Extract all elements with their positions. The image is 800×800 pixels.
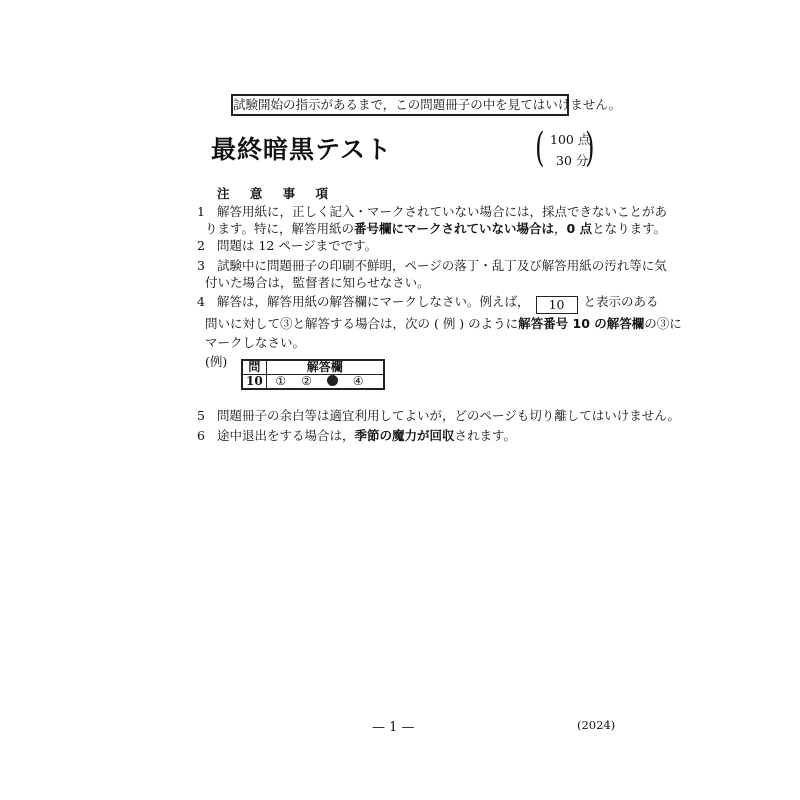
note-2-line1: 問題は 12 ページまでです。 [217, 238, 378, 253]
example-choice-2: ② [301, 374, 312, 388]
note-4-line2-bold: 解答番号 10 の解答欄 [518, 316, 645, 331]
note-6-line1-text-c: されます。 [454, 428, 517, 443]
example-choice-1: ① [275, 374, 287, 388]
note-1-line2-bold-zero: 0 点 [566, 221, 593, 236]
note-6-line1-bold: 季節の魔力が回収 [354, 428, 455, 443]
note-1-line2-bold-a: 番号欄にマークされていない場合は [354, 221, 555, 236]
note-1-line2-text-a: ります。特に，解答用紙の [205, 221, 355, 236]
note-3-number: 3 [197, 258, 205, 273]
page-number: — 1 — [372, 720, 415, 735]
note-1-line1: 解答用紙に，正しく記入・マークされていない場合には，採点できないことがあ [217, 204, 668, 219]
note-4-line2-text-c: の③に [644, 316, 682, 331]
answer-number-box: 10 [536, 296, 578, 314]
note-1-number: 1 [197, 204, 205, 219]
example-answer-table [241, 359, 385, 390]
score-left-paren: ( [535, 125, 545, 171]
note-2-number: 2 [197, 238, 205, 253]
note-4-line2-text-a: 問いに対して③と解答する場合は，次の ( 例 ) のように [205, 316, 519, 331]
note-3-line2: 付いた場合は，監督者に知らせなさい。 [205, 275, 430, 290]
example-row-choices [266, 375, 384, 390]
score-right-paren: ) [585, 125, 595, 171]
example-choice-3-filled [321, 375, 343, 388]
note-1-line2-text-c: ， [554, 221, 567, 236]
score-time: 30 分 [556, 153, 589, 168]
score-points: 100 点 [550, 132, 591, 147]
note-6-number: 6 [197, 428, 205, 443]
note-4-line1 [217, 294, 659, 314]
note-4-line1-text-a: 解答は，解答用紙の解答欄にマークしなさい。例えば， [217, 294, 530, 309]
note-3-line1: 試験中に問題冊子の印刷不鮮明，ページの落丁・乱丁及び解答用紙の汚れ等に気 [217, 258, 667, 273]
example-choice-4: ④ [352, 374, 364, 388]
note-4-line2 [205, 316, 682, 332]
note-5-number: 5 [197, 408, 205, 423]
example-header-question: 問 [242, 360, 266, 375]
note-1-line2 [205, 221, 666, 237]
note-4-line3: マークしなさい。 [205, 335, 306, 350]
notes-heading: 注 意 事 項 [217, 186, 337, 201]
example-label: (例) [205, 354, 228, 369]
note-6-line1 [217, 428, 516, 444]
exam-start-warning: 試験開始の指示があるまで，この問題冊子の中を見てはいけません。 [231, 94, 569, 116]
note-1-line2-text-e: となります。 [592, 221, 667, 236]
note-4-number: 4 [197, 294, 205, 309]
note-6-line1-text-a: 途中退出をする場合は， [217, 428, 355, 443]
footer-year: (2024) [577, 718, 616, 732]
example-header-answer: 解答欄 [266, 360, 384, 375]
note-5-line1: 問題冊子の余白等は適宜利用してよいが，どのページも切り離してはいけません。 [217, 408, 681, 423]
note-4-line1-text-b: と表示のある [583, 294, 659, 309]
page-title: 最終暗黒テスト [211, 135, 393, 164]
example-row-question: 10 [242, 375, 266, 390]
filled-bubble-icon [327, 375, 338, 386]
